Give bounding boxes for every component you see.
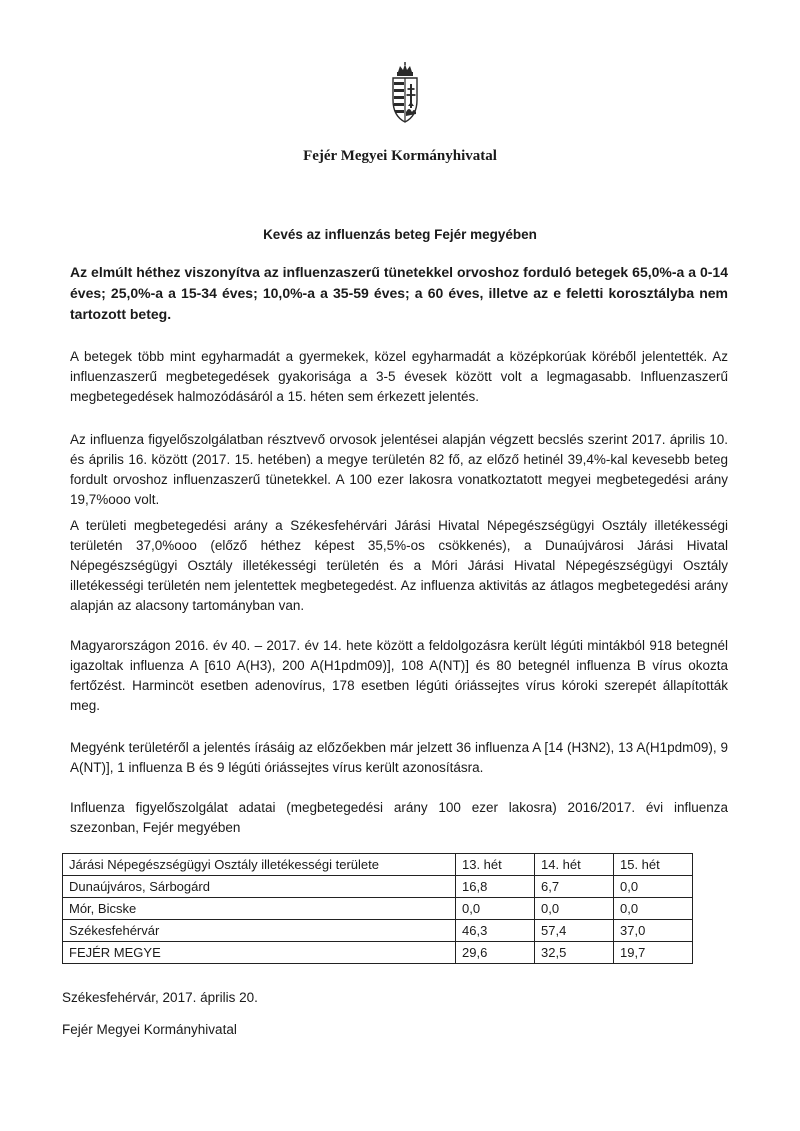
table-cell-value: 19,7 (614, 942, 693, 964)
table-cell-value: 46,3 (456, 920, 535, 942)
paragraph-regional-rate: A területi megbetegedési arány a Székesfehérvári Járási Hivatal Népegészségügyi Osztály illetékességi területén 37,0%ooo (előző héthez képest 35,5%-os csökkenés), a Dunaújvárosi Járási Hivatal Népegészségügyi Osztály illetékességi területén és a Móri Járási Hivatal Népegészségügyi Osztály illetékességi területén nem jelentettek megbetegedést. Az influenza aktivitás az átlagos megbetegedési arány alapján az alacsony tartományban van. (70, 518, 728, 613)
table-cell-value: 37,0 (614, 920, 693, 942)
table-cell-value: 0,0 (535, 898, 614, 920)
table-header-week-15: 15. hét (614, 854, 693, 876)
table-caption: Influenza figyelőszolgálat adatai (megbetegedési arány 100 ezer lakosra) 2016/2017. évi influenza szezonban, Fejér megyében (70, 800, 728, 835)
incidence-table (62, 853, 693, 964)
agency-title: Fejér Megyei Kormányhivatal (303, 148, 497, 164)
paragraph-national-samples: Magyarországon 2016. év 40. – 2017. év 14. hete között a feldolgozásra került légúti mintákból 918 betegnél igazoltak influenza A [610 A(H3), 200 A(H1pdm09)], 108 A(NT)] és 80 betegnél influenza B vírus okozta fertőzést. Harmincöt esetben adenovírus, 178 esetben légúti óriássejtes vírus kóroki szerepét állapították meg. (70, 638, 728, 713)
paragraph-county-samples: Megyénk területéről a jelentés írásáig az előzőekben már jelzett 36 influenza A [14 (H3N2), 13 A(H1pdm09), 9 A(NT)], 1 influenza B és 9 légúti óriássejtes vírus került azonosításra. (70, 740, 728, 775)
table-cell-value: 32,5 (535, 942, 614, 964)
paragraph-age-groups: A betegek több mint egyharmadát a gyermekek, közel egyharmadát a középkorúak köréből jelentették. Az influenzaszerű megbetegedések gyakorisága a 3-5 évesek között volt a legmagasabb. Influenzaszerű megbetegedések halmozódásáról a 15. héten sem érkezett jelentés. (70, 349, 728, 404)
date-line: Székesfehérvár, 2017. április 20. (62, 990, 258, 1005)
table-cell-district: Mór, Bicske (63, 898, 456, 920)
table-cell-district: Dunaújváros, Sárbogárd (63, 876, 456, 898)
table-row (63, 920, 693, 942)
table-cell-value: 6,7 (535, 876, 614, 898)
table-cell-value: 57,4 (535, 920, 614, 942)
signature-line: Fejér Megyei Kormányhivatal (62, 1022, 237, 1037)
lead-paragraph: Az elmúlt héthez viszonyítva az influenzaszerű tünetekkel orvoshoz forduló betegek 65,0%-a a 0-14 éves; 25,0%-a a 15-34 éves; 10,0%-a a 35-59 éves; a 60 éves, illetve az e feletti korosztályba nem tartozott beteg. (70, 264, 728, 322)
coat-of-arms-icon (388, 62, 422, 124)
table-cell-value: 29,6 (456, 942, 535, 964)
table-row (63, 876, 693, 898)
table-header-week-14: 14. hét (535, 854, 614, 876)
table-cell-value: 0,0 (614, 876, 693, 898)
paragraph-estimate: Az influenza figyelőszolgálatban résztvevő orvosok jelentései alapján végzett becslés szerint 2017. április 10. és április 16. között (2017. 15. hetében) a megye területén 82 fő, az előző hetinél 39,4%-kal kevesebb beteg fordult orvoshoz influenzaszerű tünetekkel. A 100 ezer lakosra vonatkoztatott megyei megbetegedési arány 19,7%ooo volt. (70, 432, 728, 507)
headline: Kevés az influenzás beteg Fejér megyében (263, 227, 537, 242)
table-row (63, 898, 693, 920)
table-row (63, 942, 693, 964)
table-header-district: Járási Népegészségügyi Osztály illetékességi területe (63, 854, 456, 876)
table-header-week-13: 13. hét (456, 854, 535, 876)
table-header-row (63, 854, 693, 876)
table-cell-value: 16,8 (456, 876, 535, 898)
table-cell-district: Székesfehérvár (63, 920, 456, 942)
table-cell-value: 0,0 (614, 898, 693, 920)
table-cell-value: 0,0 (456, 898, 535, 920)
table-cell-district: FEJÉR MEGYE (63, 942, 456, 964)
